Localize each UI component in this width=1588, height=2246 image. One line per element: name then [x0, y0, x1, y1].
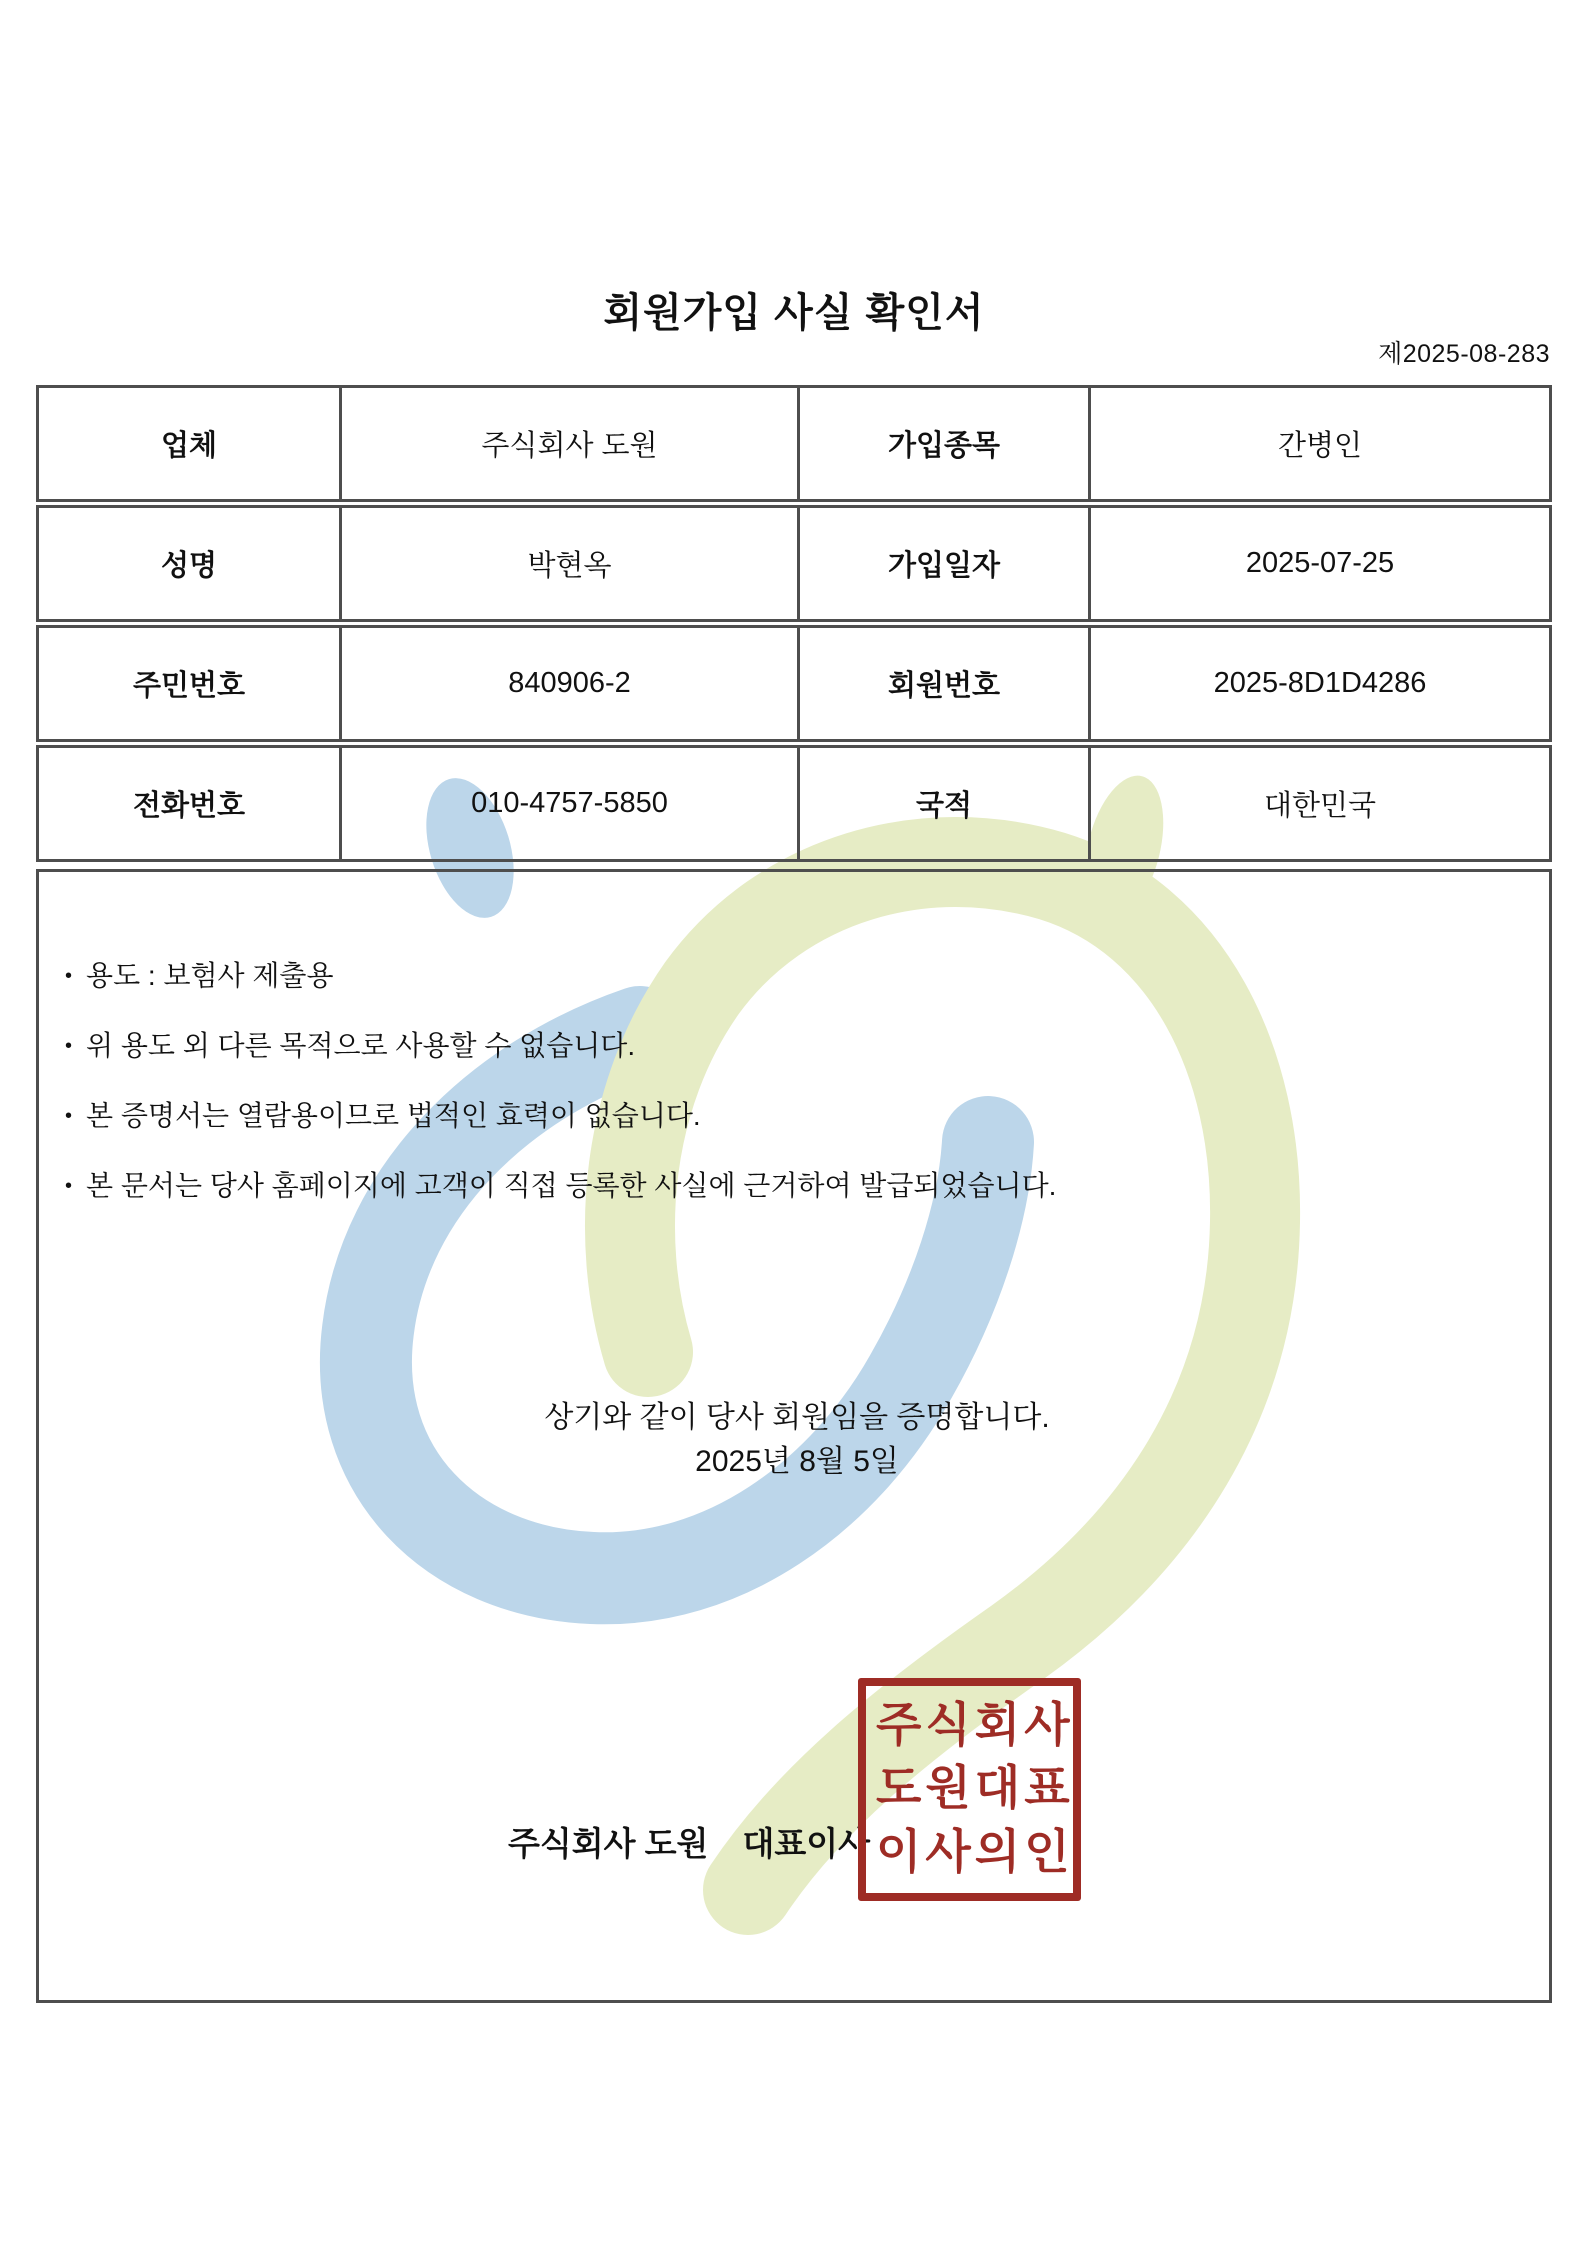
note-text: 본 문서는 당사 홈페이지에 고객이 직접 등록한 사실에 근거하여 발급되었습니다.	[86, 1170, 1057, 1201]
field-label-nationality: 국적	[797, 748, 1088, 859]
usage-notes	[65, 958, 1056, 1238]
note-item	[65, 958, 1056, 994]
table-row	[36, 625, 1552, 742]
field-value-name: 박현옥	[339, 508, 797, 619]
seal-text-row: 주식회사	[876, 1699, 1074, 1752]
corporate-seal-stamp	[858, 1678, 1081, 1901]
field-value-company: 주식회사 도원	[339, 388, 797, 499]
field-label-join-date: 가입일자	[797, 508, 1088, 619]
seal-text-row: 도원대표	[876, 1763, 1074, 1816]
member-info-table	[36, 385, 1552, 865]
field-value-resident-number: 840906-2	[339, 628, 797, 739]
bullet-icon: •	[65, 1035, 73, 1057]
certify-date: 2025년 8월 5일	[695, 1445, 899, 1478]
page-title: 회원가입 사실 확인서	[603, 291, 985, 335]
bullet-icon: •	[65, 965, 73, 987]
table-row	[36, 505, 1552, 622]
bullet-icon: •	[65, 1175, 73, 1197]
note-item	[65, 1028, 1056, 1064]
certificate-body-box	[36, 869, 1552, 2003]
note-text: 용도 : 보험사 제출용	[86, 960, 334, 991]
bullet-icon: •	[65, 1105, 73, 1127]
field-label-resident-number: 주민번호	[132, 670, 246, 702]
field-value-member-number: 2025-8D1D4286	[1088, 628, 1549, 739]
field-value-membership-type: 간병인	[1088, 388, 1549, 499]
certify-statement	[39, 1396, 1555, 1484]
seal-text-row: 이사의인	[876, 1827, 1074, 1880]
field-value-nationality: 대한민국	[1088, 748, 1549, 859]
issuer-company: 주식회사 도원	[508, 1825, 709, 1862]
doc-number: 제2025-08-283	[1378, 340, 1550, 368]
field-value-join-date: 2025-07-25	[1088, 508, 1549, 619]
field-value-phone: 010-4757-5850	[339, 748, 797, 859]
table-row	[36, 745, 1552, 862]
field-label-phone: 전화번호	[132, 790, 246, 822]
note-text: 본 증명서는 열람용이므로 법적인 효력이 없습니다.	[86, 1100, 701, 1131]
field-label-name: 성명	[160, 550, 218, 582]
note-text: 위 용도 외 다른 목적으로 사용할 수 없습니다.	[86, 1030, 636, 1061]
table-row	[36, 385, 1552, 502]
issuer-role: 대표이사	[742, 1825, 870, 1862]
field-label-membership-type: 가입종목	[797, 388, 1088, 499]
certify-statement-line: 상기와 같이 당사 회원임을 증명합니다.	[544, 1401, 1050, 1434]
field-label-company: 업체	[160, 430, 218, 462]
note-item	[65, 1168, 1056, 1204]
note-item	[65, 1098, 1056, 1134]
field-label-member-number: 회원번호	[797, 628, 1088, 739]
issuer-signature	[508, 1818, 888, 1865]
